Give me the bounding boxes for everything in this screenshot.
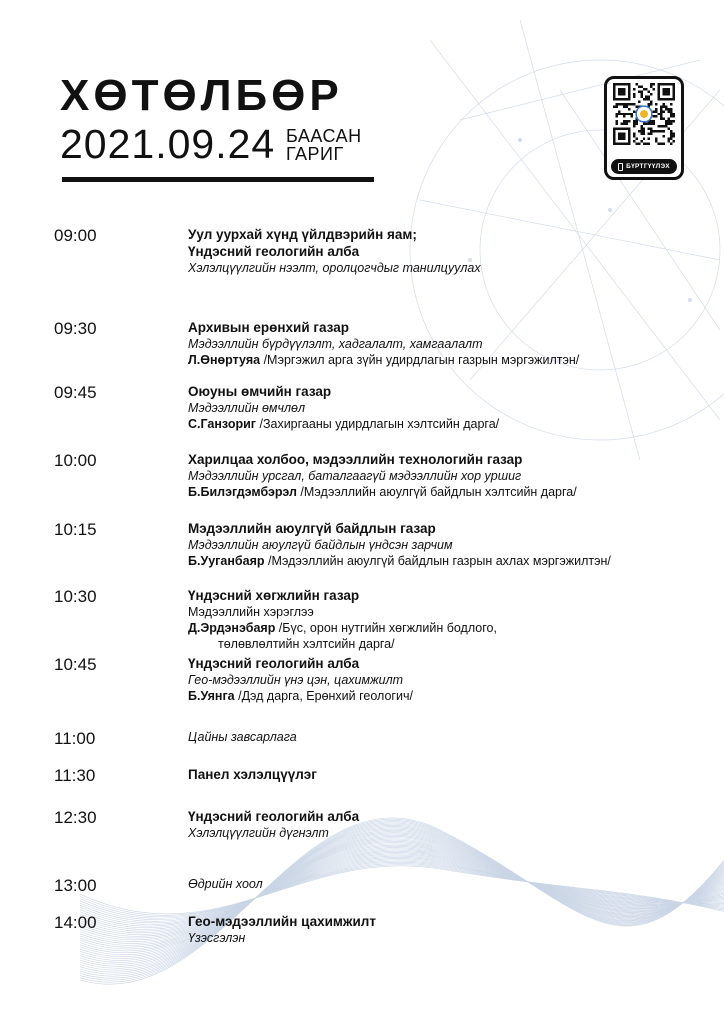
session-subtitle: Мэдээллийн урсгал, баталгаагүй мэдээллийн хор уршиг [188,469,522,483]
session-title: Гео-мэдээллийн цахимжилт [188,914,376,929]
register-label: БҮРТГҮҮЛЭХ [626,163,670,170]
qr-code-icon [613,83,675,145]
speaker-role: /Захиргааны удирдлагын хэлтсийн дарга/ [256,417,500,431]
session-title: Оюуны өмчийн газар [188,384,332,399]
schedule-details [188,876,708,892]
event-date: 2021.09.24 [60,121,276,167]
session-title: Үндэсний геологийн алба [188,656,360,671]
schedule-time: 11:30 [54,766,96,785]
speaker-line [188,688,708,704]
schedule-details [188,383,708,432]
session-title: Уул уурхай хүнд үйлдвэрийн яам; [188,227,417,242]
schedule-details [188,766,708,783]
session-subtitle: Хэлэлцүүлгийн дүгнэлт [188,826,329,840]
session-title: Үндэсний хөгжлийн газар [188,588,360,603]
schedule-time: 09:45 [54,383,97,402]
session-title: Харилцаа холбоо, мэдээллийн технологийн газар [188,452,523,467]
schedule-time: 09:00 [54,226,97,245]
speaker-name: Д.Эрдэнэбаяр [188,621,276,635]
schedule-time: 10:30 [54,587,97,606]
session-subtitle: Үзэсгэлэн [188,931,246,945]
schedule-time: 09:30 [54,319,97,338]
session-subtitle: Цайны завсарлага [188,730,297,744]
schedule-details [188,520,708,569]
speaker-role: /Мэдээллийн аюулгүй байдлын газрын ахлах мэргэжилтэн/ [264,554,611,568]
weekday-line-1: БААСАН [286,126,362,146]
event-weekday [286,127,362,163]
speaker-role: /Бүс, орон нутгийн хөгжлийн бодлого, [275,621,497,635]
register-button[interactable] [611,159,677,174]
session-subtitle: Мэдээллийн өмчлөл [188,401,306,415]
speaker-line [188,416,708,432]
phone-icon [618,163,623,171]
schedule-time: 10:00 [54,451,97,470]
schedule-time: 13:00 [54,876,97,895]
schedule-time: 10:45 [54,655,97,674]
speaker-line [188,553,708,569]
schedule-time: 14:00 [54,913,97,932]
schedule-details [188,319,708,368]
session-title: Үндэсний геологийн алба [188,244,360,259]
session-subtitle: Гео-мэдээллийн үнэ цэн, цахимжилт [188,673,404,687]
speaker-line [188,620,708,636]
weekday-line-2: ГАРИГ [286,144,344,164]
session-subtitle: Мэдээллийн бүрдүүлэлт, хадгалалт, хамгаалалт [188,337,483,351]
schedule-details [188,913,708,946]
speaker-line [188,484,708,500]
session-title: Мэдээллийн аюулгүй байдлын газар [188,521,436,536]
speaker-role: /Мэдээллийн аюулгүй байдлын хэлтсийн дарга/ [296,485,577,499]
speaker-role: /Дэд дарга, Ерөнхий геологич/ [234,689,413,703]
schedule-details [188,808,708,841]
schedule-details [188,587,708,652]
session-subtitle: Мэдээллийн аюулгүй байдлын үндсэн зарчим [188,538,453,552]
schedule-time: 12:30 [54,808,97,827]
schedule-details [188,655,708,704]
session-subtitle: төлөвлөлтийн хэлтсийн дарга/ [218,637,395,651]
session-title: Панел хэлэлцүүлэг [188,767,317,782]
speaker-name: Б.Уянга [188,689,235,703]
schedule-details [188,226,708,276]
speaker-name: Л.Өнөртуяа [188,353,261,367]
speaker-name: Б.Ууганбаяр [188,554,265,568]
schedule-time: 11:00 [54,729,96,748]
session-subtitle: Мэдээллийн хэрэглээ [188,605,314,619]
schedule-details [188,729,708,745]
register-qr-card[interactable] [604,76,684,180]
session-subtitle: Өдрийн хоол [188,877,263,891]
speaker-role: /Мэргэжил арга зүйн удирдлагын газрын мэргэжилтэн/ [260,353,580,367]
speaker-name: С.Ганзориг [188,417,256,431]
speaker-line [188,352,708,368]
session-title: Архивын ерөнхий газар [188,320,349,335]
speaker-name: Б.Билэгдэмбэрэл [188,485,297,499]
schedule-details [188,451,708,500]
session-title: Үндэсний геологийн алба [188,809,360,824]
session-subtitle: Хэлэлцүүлгийн нээлт, оролцогчдыг танилцуулах [188,261,481,275]
schedule-time: 10:15 [54,520,97,539]
header-divider [62,177,374,182]
page-title: ХӨТӨЛБӨР [60,71,343,120]
